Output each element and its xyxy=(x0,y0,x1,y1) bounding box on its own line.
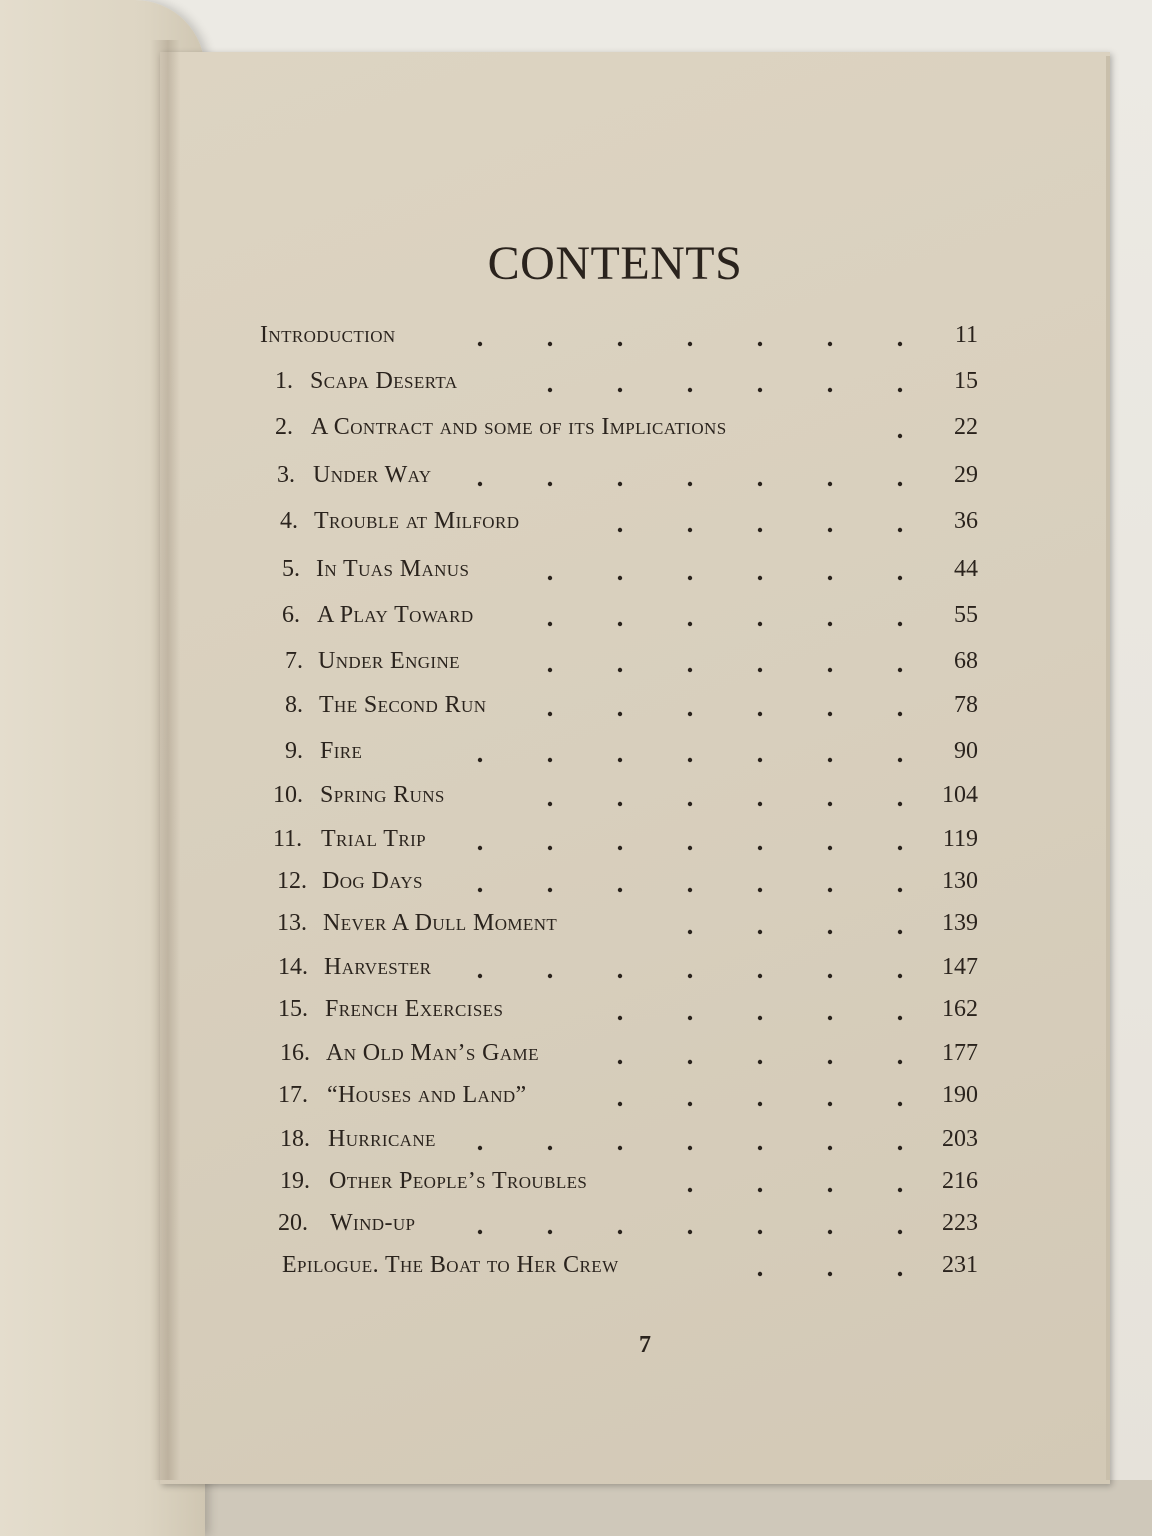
leader-dot xyxy=(688,528,692,532)
leader-dot xyxy=(618,802,622,806)
leader-dot xyxy=(898,388,902,392)
toc-entry xyxy=(0,602,1152,642)
dot-leader xyxy=(550,996,912,1043)
leader-dot xyxy=(618,388,622,392)
leader-dot xyxy=(548,712,552,716)
dot-leader xyxy=(507,368,912,415)
leader-dot xyxy=(478,1146,482,1150)
dot-leader xyxy=(470,1126,912,1173)
chapter-number: 7. xyxy=(285,648,303,674)
leader-dot xyxy=(758,576,762,580)
chapter-number: 19. xyxy=(280,1168,310,1194)
page-ref: 177 xyxy=(942,1040,978,1066)
leader-dot xyxy=(898,1060,902,1064)
chapter-number: 9. xyxy=(285,738,303,764)
chapter-number: 18. xyxy=(280,1126,310,1152)
leader-dot xyxy=(758,846,762,850)
page-ref: 22 xyxy=(954,414,978,440)
leader-dot xyxy=(758,1188,762,1192)
dot-leader xyxy=(582,1082,912,1129)
leader-dot xyxy=(758,758,762,762)
dot-leader xyxy=(490,782,912,829)
page-ref: 15 xyxy=(954,368,978,394)
leader-dot xyxy=(828,668,832,672)
leader-dot xyxy=(828,576,832,580)
leader-dot xyxy=(898,1016,902,1020)
leader-dot xyxy=(618,482,622,486)
leader-dot xyxy=(828,1060,832,1064)
leader-dot xyxy=(478,758,482,762)
leader-dot xyxy=(828,974,832,978)
leader-dot xyxy=(758,974,762,978)
leader-dot xyxy=(758,802,762,806)
leader-dot xyxy=(758,622,762,626)
toc-entry xyxy=(0,462,1152,502)
leader-dot xyxy=(618,758,622,762)
chapter-number: 10. xyxy=(273,782,303,808)
page-ref: 11 xyxy=(954,322,978,348)
leader-dot xyxy=(618,576,622,580)
leader-dot xyxy=(548,758,552,762)
page-title: CONTENTS xyxy=(487,237,743,290)
leader-dot xyxy=(478,974,482,978)
leader-dot xyxy=(828,1230,832,1234)
leader-dot xyxy=(688,930,692,934)
leader-dot xyxy=(688,888,692,892)
leader-dot xyxy=(548,668,552,672)
dot-leader xyxy=(624,910,912,957)
dot-leader xyxy=(653,1168,912,1215)
toc-entry xyxy=(0,692,1152,732)
page-ref: 36 xyxy=(954,508,978,534)
chapter-number: 6. xyxy=(282,602,300,628)
leader-dot xyxy=(758,482,762,486)
leader-dot xyxy=(898,846,902,850)
leader-dot xyxy=(758,388,762,392)
page-number: 7 xyxy=(639,1332,651,1358)
toc-entry xyxy=(0,1210,1152,1250)
leader-dot xyxy=(758,930,762,934)
chapter-number: 4. xyxy=(280,508,298,534)
dot-leader xyxy=(828,414,912,461)
chapter-number: 16. xyxy=(280,1040,310,1066)
leader-dot xyxy=(898,802,902,806)
leader-dot xyxy=(548,342,552,346)
toc-entry xyxy=(0,1252,1152,1292)
leader-dot xyxy=(828,342,832,346)
leader-dot xyxy=(688,758,692,762)
page-ref: 90 xyxy=(954,738,978,764)
chapter-number: 13. xyxy=(277,910,307,936)
leader-dot xyxy=(548,622,552,626)
toc-entry xyxy=(0,738,1152,778)
dot-leader xyxy=(440,322,912,369)
leader-dot xyxy=(898,622,902,626)
dot-leader xyxy=(382,738,912,785)
leader-dot xyxy=(478,342,482,346)
chapter-title: The Second Run xyxy=(319,692,487,718)
page-ref: 68 xyxy=(954,648,978,674)
chapter-title: Fire xyxy=(320,738,363,764)
leader-dot xyxy=(828,758,832,762)
leader-dot xyxy=(618,1060,622,1064)
leader-dot xyxy=(898,712,902,716)
toc-entry xyxy=(0,508,1152,548)
dot-leader xyxy=(538,692,912,739)
chapter-title: Under Engine xyxy=(318,648,460,674)
leader-dot xyxy=(758,1272,762,1276)
dot-leader xyxy=(468,826,912,873)
leader-dot xyxy=(548,388,552,392)
dot-leader xyxy=(453,868,912,915)
leader-dot xyxy=(688,342,692,346)
leader-dot xyxy=(828,930,832,934)
leader-dot xyxy=(828,712,832,716)
chapter-number: 20. xyxy=(278,1210,308,1236)
leader-dot xyxy=(478,482,482,486)
chapter-number: 15. xyxy=(278,996,308,1022)
chapter-title: Scapa Deserta xyxy=(310,368,458,394)
dot-leader xyxy=(440,1210,912,1257)
leader-dot xyxy=(618,668,622,672)
chapter-title: Trial Trip xyxy=(321,826,427,852)
leader-dot xyxy=(618,888,622,892)
leader-dot xyxy=(478,1230,482,1234)
chapter-title: Trouble at Milford xyxy=(314,508,520,534)
leader-dot xyxy=(758,1230,762,1234)
chapter-title: A Play Toward xyxy=(317,602,474,628)
chapter-title: Introduction xyxy=(260,322,396,348)
leader-dot xyxy=(898,758,902,762)
dot-leader xyxy=(528,602,912,649)
leader-dot xyxy=(688,668,692,672)
leader-dot xyxy=(688,802,692,806)
toc-entry xyxy=(0,868,1152,908)
dot-leader xyxy=(585,508,912,555)
page-ref: 104 xyxy=(942,782,978,808)
chapter-number: 17. xyxy=(278,1082,308,1108)
leader-dot xyxy=(548,846,552,850)
leader-dot xyxy=(898,888,902,892)
leader-dot xyxy=(688,388,692,392)
leader-dot xyxy=(898,482,902,486)
leader-dot xyxy=(688,482,692,486)
page-ref: 78 xyxy=(954,692,978,718)
leader-dot xyxy=(688,1016,692,1020)
chapter-number: 11. xyxy=(273,826,303,852)
chapter-title: A Contract and some of its Implications xyxy=(311,414,727,440)
dot-leader xyxy=(515,556,912,603)
leader-dot xyxy=(828,1016,832,1020)
leader-dot xyxy=(548,576,552,580)
chapter-title: Epilogue. The Boat to Her Crew xyxy=(282,1252,619,1278)
leader-dot xyxy=(688,1230,692,1234)
leader-dot xyxy=(758,1146,762,1150)
leader-dot xyxy=(758,342,762,346)
leader-dot xyxy=(688,1060,692,1064)
leader-dot xyxy=(898,1230,902,1234)
leader-dot xyxy=(898,668,902,672)
chapter-title: Other People’s Troubles xyxy=(329,1168,588,1194)
leader-dot xyxy=(618,1102,622,1106)
toc-entry xyxy=(0,414,1152,454)
leader-dot xyxy=(688,576,692,580)
dot-leader xyxy=(475,462,912,509)
toc-entry xyxy=(0,556,1152,596)
toc-entry xyxy=(0,1040,1152,1080)
leader-dot xyxy=(758,888,762,892)
leader-dot xyxy=(898,930,902,934)
toc-entry xyxy=(0,648,1152,688)
chapter-title: Wind-up xyxy=(330,1210,416,1236)
leader-dot xyxy=(548,802,552,806)
leader-dot xyxy=(618,1016,622,1020)
page-ref: 147 xyxy=(942,954,978,980)
leader-dot xyxy=(688,1188,692,1192)
leader-dot xyxy=(618,528,622,532)
toc-entry xyxy=(0,954,1152,994)
leader-dot xyxy=(758,1060,762,1064)
leader-dot xyxy=(828,388,832,392)
toc-entry xyxy=(0,826,1152,866)
chapter-number: 2. xyxy=(275,414,293,440)
leader-dot xyxy=(828,888,832,892)
page-ref: 216 xyxy=(942,1168,978,1194)
leader-dot xyxy=(828,528,832,532)
chapter-number: 12. xyxy=(277,868,307,894)
leader-dot xyxy=(898,1272,902,1276)
chapter-title: Dog Days xyxy=(322,868,423,894)
leader-dot xyxy=(618,846,622,850)
leader-dot xyxy=(688,712,692,716)
page-ref: 130 xyxy=(942,868,978,894)
leader-dot xyxy=(828,622,832,626)
page-ref: 139 xyxy=(942,910,978,936)
leader-dot xyxy=(688,1102,692,1106)
leader-dot xyxy=(828,482,832,486)
toc-entry xyxy=(0,910,1152,950)
chapter-title: French Exercises xyxy=(325,996,504,1022)
page-ref: 162 xyxy=(942,996,978,1022)
chapter-number: 8. xyxy=(285,692,303,718)
leader-dot xyxy=(548,974,552,978)
leader-dot xyxy=(548,888,552,892)
chapter-number: 1. xyxy=(275,368,293,394)
leader-dot xyxy=(758,712,762,716)
leader-dot xyxy=(548,1146,552,1150)
leader-dot xyxy=(688,846,692,850)
leader-dot xyxy=(618,1230,622,1234)
leader-dot xyxy=(828,1102,832,1106)
leader-dot xyxy=(618,342,622,346)
leader-dot xyxy=(898,342,902,346)
leader-dot xyxy=(828,802,832,806)
page-ref: 55 xyxy=(954,602,978,628)
toc-entry xyxy=(0,782,1152,822)
page-ref: 223 xyxy=(942,1210,978,1236)
page-ref: 190 xyxy=(942,1082,978,1108)
page-ref: 231 xyxy=(942,1252,978,1278)
leader-dot xyxy=(618,1146,622,1150)
leader-dot xyxy=(898,974,902,978)
leader-dot xyxy=(758,1016,762,1020)
leader-dot xyxy=(548,1230,552,1234)
chapter-title: Under Way xyxy=(313,462,432,488)
leader-dot xyxy=(898,434,902,438)
dot-leader xyxy=(588,1040,912,1087)
chapter-title: In Tuas Manus xyxy=(316,556,470,582)
leader-dot xyxy=(548,482,552,486)
chapter-title: “Houses and Land” xyxy=(327,1082,527,1108)
chapter-title: An Old Man’s Game xyxy=(326,1040,539,1066)
toc-entry xyxy=(0,322,1152,362)
toc-entry xyxy=(0,368,1152,408)
leader-dot xyxy=(478,888,482,892)
page-ref: 44 xyxy=(954,556,978,582)
page-ref: 29 xyxy=(954,462,978,488)
leader-dot xyxy=(618,974,622,978)
leader-dot xyxy=(828,1188,832,1192)
chapter-title: Never A Dull Moment xyxy=(323,910,558,936)
leader-dot xyxy=(898,1146,902,1150)
page-ref: 203 xyxy=(942,1126,978,1152)
leader-dot xyxy=(758,1102,762,1106)
chapter-number: 14. xyxy=(278,954,308,980)
leader-dot xyxy=(478,846,482,850)
leader-dot xyxy=(898,1188,902,1192)
leader-dot xyxy=(898,528,902,532)
chapter-title: Spring Runs xyxy=(320,782,445,808)
leader-dot xyxy=(688,974,692,978)
chapter-title: Harvester xyxy=(324,954,432,980)
toc-entry xyxy=(0,1126,1152,1166)
leader-dot xyxy=(758,668,762,672)
toc-entry xyxy=(0,1168,1152,1208)
chapter-number: 5. xyxy=(282,556,300,582)
leader-dot xyxy=(828,1146,832,1150)
leader-dot xyxy=(898,576,902,580)
chapter-title: Hurricane xyxy=(328,1126,436,1152)
dot-leader xyxy=(466,954,912,1001)
leader-dot xyxy=(898,1102,902,1106)
leader-dot xyxy=(828,1272,832,1276)
leader-dot xyxy=(688,622,692,626)
page-ref: 119 xyxy=(942,826,978,852)
leader-dot xyxy=(688,1146,692,1150)
chapter-number: 3. xyxy=(277,462,295,488)
toc-entry xyxy=(0,996,1152,1036)
leader-dot xyxy=(618,622,622,626)
leader-dot xyxy=(828,846,832,850)
dot-leader xyxy=(713,1252,912,1299)
toc-entry xyxy=(0,1082,1152,1122)
leader-dot xyxy=(618,712,622,716)
dot-leader xyxy=(505,648,912,695)
leader-dot xyxy=(758,528,762,532)
